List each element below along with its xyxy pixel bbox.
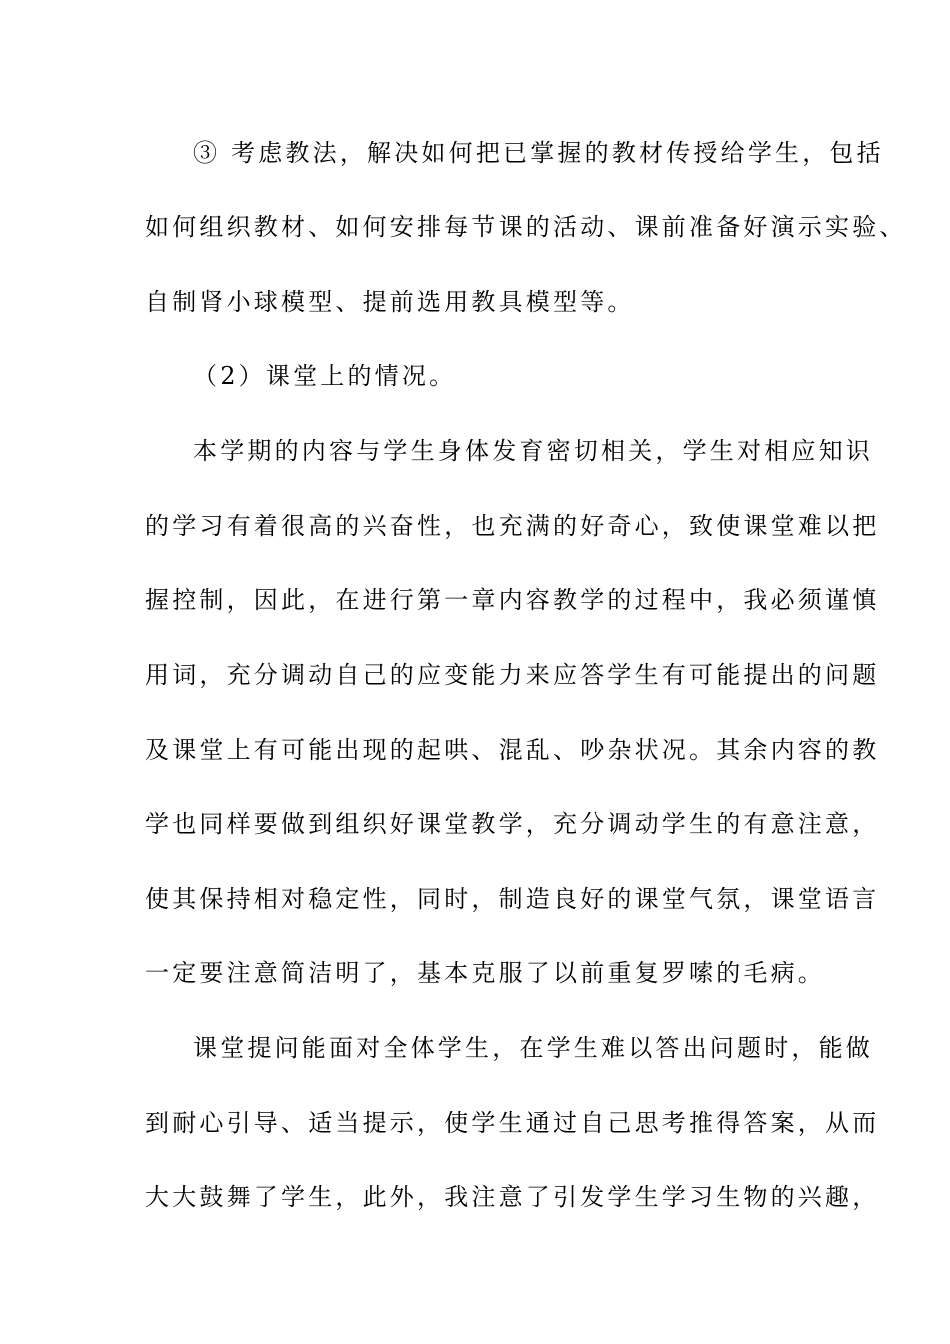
section-heading: （2）课堂上的情况。 xyxy=(193,362,457,390)
text-line: 本学期的内容与学生身体发育密切相关，学生对相应知识 xyxy=(193,437,873,465)
text-line: 大大鼓舞了学生，此外，我注意了引发学生学习生物的兴趣， xyxy=(145,1183,880,1211)
text-line: 如何组织教材、如何安排每节课的活动、课前准备好演示实验、 xyxy=(145,213,907,241)
text-line: 自制肾小球模型、提前选用教具模型等。 xyxy=(145,288,635,316)
text-line: 的学习有着很高的兴奋性，也充满的好奇心，致使课堂难以把 xyxy=(145,512,880,540)
text-line: 用词，充分调动自己的应变能力来应答学生有可能提出的问题 xyxy=(145,661,880,689)
text-line: 使其保持相对稳定性，同时，制造良好的课堂气氛，课堂语言 xyxy=(145,885,880,913)
text-line: 课堂提问能面对全体学生，在学生难以答出问题时，能做 xyxy=(193,1034,873,1062)
text-line: 握控制，因此，在进行第一章内容教学的过程中，我必须谨慎 xyxy=(145,586,880,614)
text-line: 到耐心引导、适当提示，使学生通过自己思考推得答案，从而 xyxy=(145,1109,880,1137)
text-line: 一定要注意简洁明了，基本克服了以前重复罗嗦的毛病。 xyxy=(145,959,825,987)
text-line: ③ 考虑教法，解决如何把已掌握的教材传授给学生，包括 xyxy=(193,139,884,167)
text-line: 及课堂上有可能出现的起哄、混乱、吵杂状况。其余内容的教 xyxy=(145,736,880,764)
text-line: 学也同样要做到组织好课堂教学，充分调动学生的有意注意， xyxy=(145,810,880,838)
